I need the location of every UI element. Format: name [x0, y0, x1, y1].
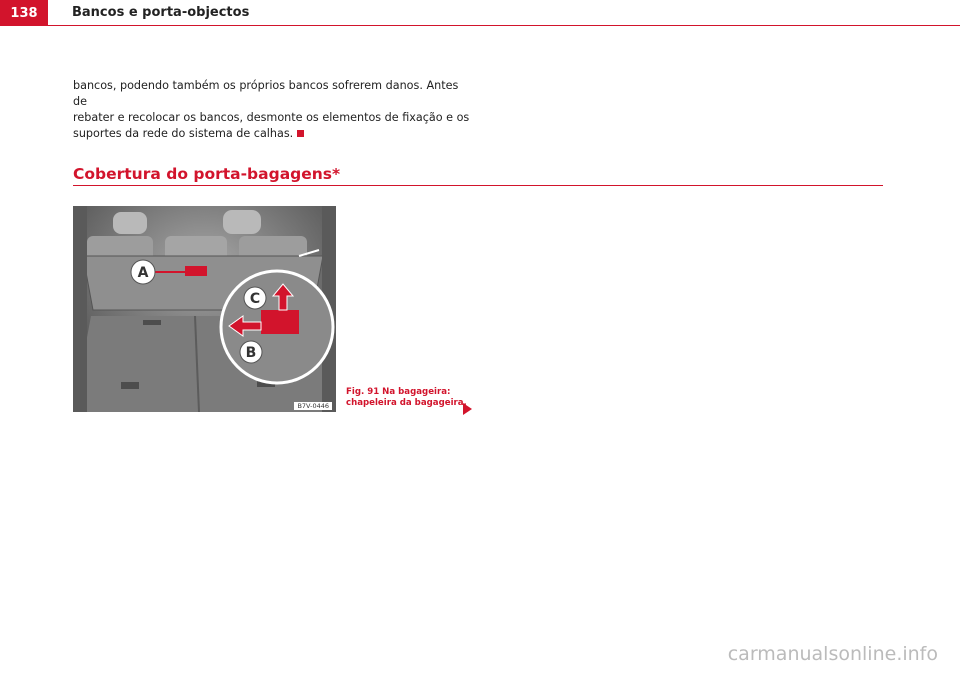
- continue-arrow-icon: [463, 403, 472, 415]
- section-divider: [73, 185, 883, 186]
- luggage-cover-illustration: [73, 206, 336, 412]
- caption-line: Fig. 91 Na bagageira:: [346, 387, 451, 397]
- page-header: [0, 0, 960, 28]
- figure-caption: [346, 387, 466, 409]
- body-line: bancos, podendo também os próprios bancos sofrerem danos. Antes de: [73, 79, 459, 108]
- chapter-title: Bancos e porta-objectos: [72, 5, 250, 20]
- callout-c: C: [249, 291, 261, 307]
- figure-91-image: [73, 206, 336, 412]
- caption-line: chapeleira da bagageira.: [346, 398, 467, 408]
- watermark: carmanualsonline.info: [727, 643, 938, 665]
- header-divider: [48, 25, 960, 26]
- body-line: suportes da rede do sistema de calhas.: [73, 127, 294, 140]
- page-number: 138: [0, 0, 48, 26]
- figure-code: B7V-0446: [294, 402, 332, 410]
- end-of-section-icon: [297, 130, 304, 137]
- callout-a: A: [137, 265, 149, 281]
- section-title: Cobertura do porta-bagagens*: [73, 165, 341, 183]
- body-paragraph: [73, 78, 473, 142]
- body-line: rebater e recolocar os bancos, desmonte os elementos de fixação e os: [73, 111, 470, 124]
- callout-b: B: [245, 345, 257, 361]
